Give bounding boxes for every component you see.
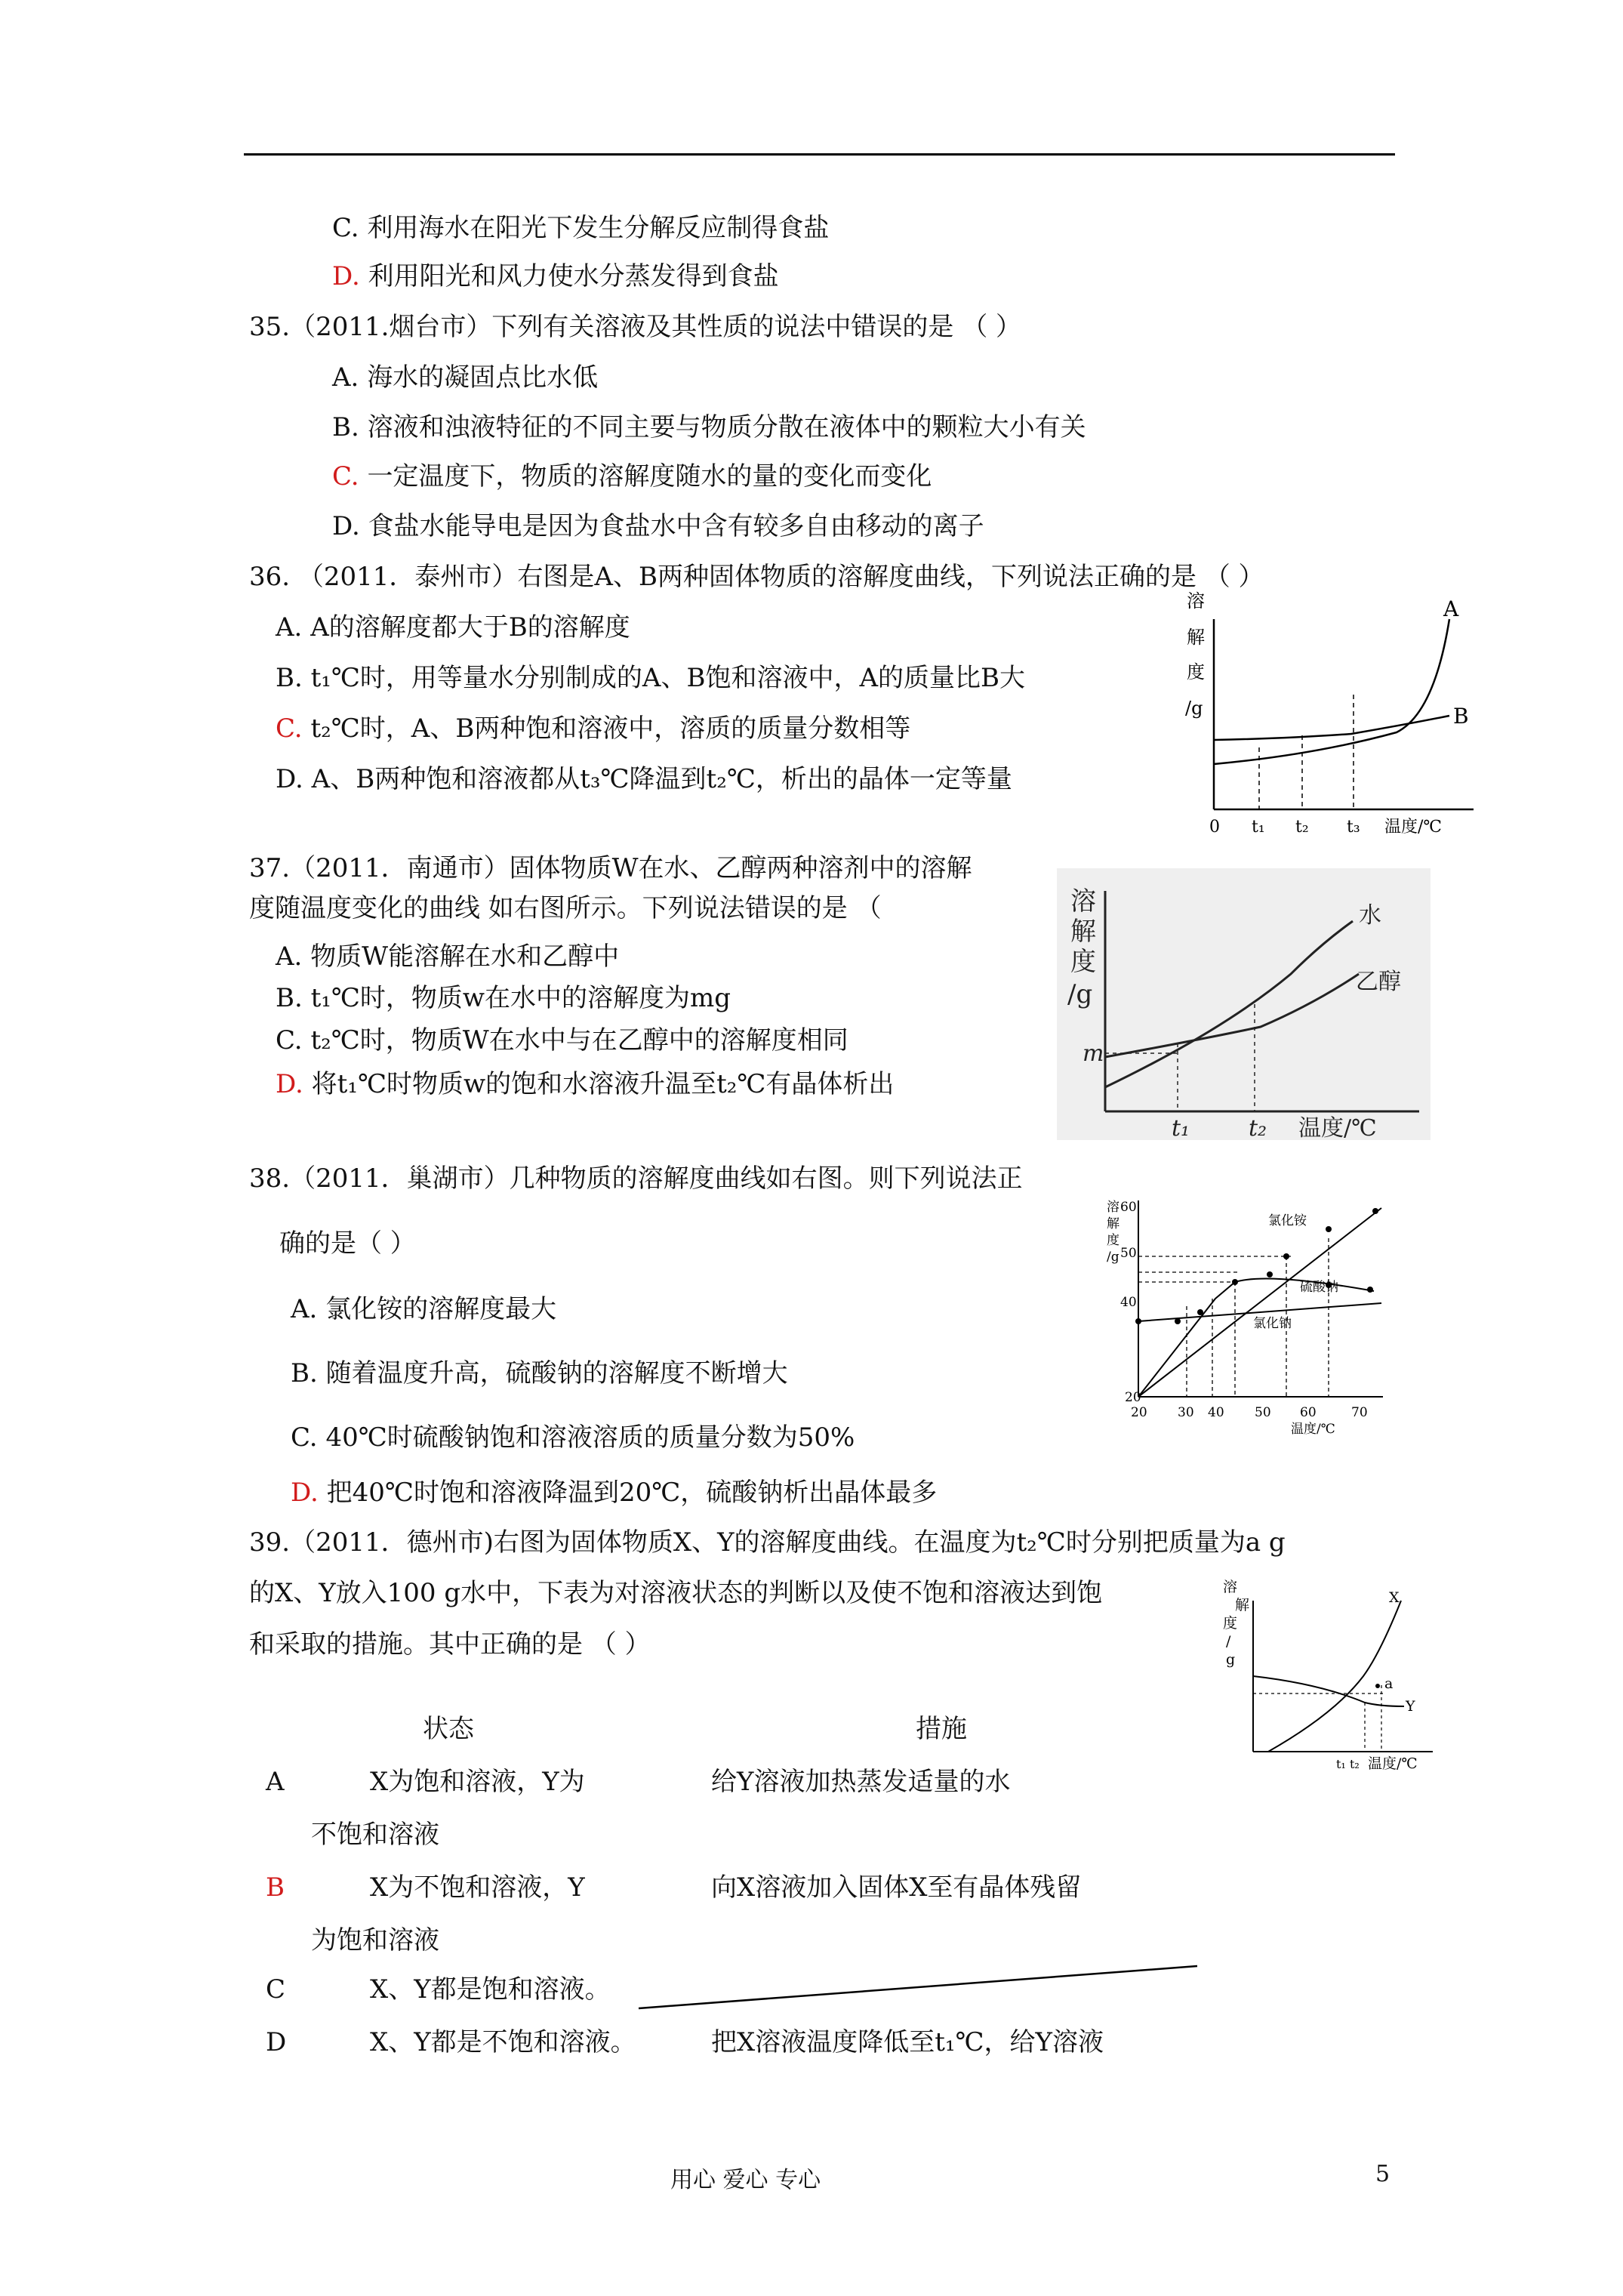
fig36-ylabel-3: 度 <box>1187 661 1205 683</box>
line-text: A的溶解度都大于B的溶解度 <box>310 612 630 643</box>
table-row-state: X、Y都是不饱和溶液。 <box>370 2027 636 2057</box>
option-letter: C. <box>276 1025 303 1056</box>
line-text: t₂℃时，物质W在水中与在乙醇中的溶解度相同 <box>310 1025 848 1056</box>
option-letter: C. <box>291 1422 318 1453</box>
table-row-state: X为饱和溶液，Y为 <box>370 1767 585 1797</box>
fig39-ylabel-3: 度 <box>1223 1615 1238 1632</box>
fig38-ylabel-1: 溶 <box>1107 1200 1119 1215</box>
fig37-tick-t1: t₁ <box>1172 1115 1190 1140</box>
line-text: 海水的凝固点比水低 <box>367 362 599 393</box>
table-row-label: A <box>266 1767 285 1797</box>
option-letter: B. <box>276 663 303 693</box>
fig39-ylabel-5: g <box>1226 1651 1236 1668</box>
fig39-label-a: a <box>1384 1675 1394 1692</box>
option-letter: D. <box>291 1478 319 1508</box>
fig38-xtick-30: 30 <box>1178 1405 1194 1420</box>
option-letter: B. <box>276 983 303 1013</box>
fig38-label-sodium-chloride: 氯化钠 <box>1253 1316 1292 1331</box>
figure-39-solubility-curves <box>1221 1570 1448 1782</box>
line-text: 度随温度变化的曲线 如右图所示。下列说法错误的是 （ <box>249 893 882 923</box>
fig39-ylabel-4: / <box>1226 1633 1231 1650</box>
fig38-label-ammonium-chloride: 氯化铵 <box>1268 1213 1307 1228</box>
fig38-label-sodium-sulfate: 硫酸钠 <box>1300 1280 1338 1295</box>
fig37-ylabel-1: 溶 <box>1070 886 1096 917</box>
option-letter: D. <box>276 1069 303 1099</box>
fig38-ytick-50: 50 <box>1120 1246 1137 1261</box>
line-text: 物质W能溶解在水和乙醇中 <box>310 942 620 972</box>
fig38-ytick-40: 40 <box>1120 1295 1137 1310</box>
line-text: t₁℃时，物质w在水中的溶解度为mg <box>310 983 731 1013</box>
table-row-label: D <box>266 2027 287 2057</box>
fig36-tick-t1: t₁ <box>1252 818 1265 837</box>
page-number: 5 <box>1375 2161 1390 2187</box>
fig36-origin: 0 <box>1209 818 1220 837</box>
fig38-line-ammonium-chloride <box>1138 1208 1381 1397</box>
line-text: 一定温度下，物质的溶解度随水的量的变化而变化 <box>367 461 932 492</box>
fig36-curve-a <box>1214 619 1449 764</box>
fig37-xlabel: 温度/℃ <box>1298 1115 1377 1140</box>
option-letter: C. <box>332 461 359 492</box>
fig37-ylabel-4: /g <box>1067 979 1093 1009</box>
table-row-measure: 把X溶液温度降低至t₁℃，给Y溶液 <box>711 2027 1104 2057</box>
fig37-ylabel-2: 解 <box>1070 917 1096 947</box>
table-row-label: C <box>266 1974 286 2005</box>
figure-36-solubility-curve <box>1178 589 1480 849</box>
table-header-state: 状态 <box>423 1714 474 1744</box>
fig38-ylabel-3: 度 <box>1107 1233 1119 1248</box>
line-text: 随着温度升高，硫酸钠的溶解度不断增大 <box>325 1358 788 1388</box>
fig37-label-m: m <box>1083 1040 1104 1067</box>
line-text: 和采取的措施。其中正确的是 （ ） <box>249 1629 651 1660</box>
fig38-ylabel-4: /g <box>1107 1250 1119 1265</box>
fig38-ytick-20: 20 <box>1125 1390 1141 1405</box>
option-letter: D. <box>332 511 360 541</box>
option-letter: A. <box>291 1294 318 1324</box>
option-letter: C. <box>332 213 359 243</box>
table-row-measure: 给Y溶液加热蒸发适量的水 <box>711 1767 1011 1797</box>
fig39-label-y: Y <box>1406 1698 1415 1715</box>
fig38-curve-sodium-sulfate <box>1138 1279 1374 1397</box>
option-letter: C. <box>276 713 303 744</box>
line-text: 氯化铵的溶解度最大 <box>325 1294 557 1324</box>
fig38-xlabel: 温度/℃ <box>1291 1422 1335 1435</box>
table-row-state: X为不饱和溶液，Y <box>370 1872 585 1903</box>
fig37-ylabel-3: 度 <box>1070 947 1096 977</box>
fig38-xtick-40: 40 <box>1208 1405 1224 1420</box>
fig39-tick-t2: t₂ <box>1350 1757 1360 1771</box>
table-row-state-cont: 不饱和溶液 <box>311 1820 439 1850</box>
option-letter: A. <box>332 362 359 393</box>
line-text: t₂℃时，A、B两种饱和溶液中，溶质的质量分数相等 <box>310 713 911 744</box>
fig38-xtick-60: 60 <box>1300 1405 1317 1420</box>
option-letter: D. <box>332 261 360 291</box>
line-text: 的X、Y放入100 g水中，下表为对溶液状态的判断以及使不饱和溶液达到饱 <box>249 1578 1103 1608</box>
fig36-label-a: A <box>1443 596 1459 621</box>
fig39-ylabel-1: 溶 <box>1223 1579 1238 1595</box>
fig39-xlabel: 温度/℃ <box>1368 1755 1418 1772</box>
line-text: 把40℃时饱和溶液降温到20℃，硫酸钠析出晶体最多 <box>326 1478 938 1508</box>
fig37-tick-t2: t₂ <box>1249 1115 1267 1140</box>
fig38-xtick-70: 70 <box>1351 1405 1368 1420</box>
option-letter: B. <box>332 412 359 442</box>
line-text: 36. （2011．泰州市）右图是A、B两种固体物质的溶解度曲线，下列说法正确的是 （ ） <box>249 562 1264 592</box>
table-row-state: X、Y都是饱和溶液。 <box>370 1974 611 2005</box>
fig38-xtick-20: 20 <box>1131 1405 1147 1420</box>
line-text: 35.（2011.烟台市）下列有关溶液及其性质的说法中错误的是 （ ） <box>249 312 1022 342</box>
fig36-tick-t2: t₂ <box>1295 818 1309 837</box>
line-text: 确的是（ ） <box>279 1228 416 1259</box>
footer-motto: 用心 爱心 专心 <box>670 2167 821 2193</box>
table-row-measure: 向X溶液加入固体X至有晶体残留 <box>711 1872 1082 1903</box>
fig36-label-b: B <box>1453 704 1469 729</box>
line-text: 溶液和浊液特征的不同主要与物质分散在液体中的颗粒大小有关 <box>367 412 1086 442</box>
table-row-state-cont: 为饱和溶液 <box>311 1925 439 1955</box>
fig36-xlabel: 温度/℃ <box>1384 818 1443 837</box>
fig38-ytick-60: 60 <box>1120 1200 1137 1215</box>
line-text: A、B两种饱和溶液都从t₃℃降温到t₂℃，析出的晶体一定等量 <box>311 764 1012 794</box>
fig37-label-water: 水 <box>1359 902 1381 929</box>
fig39-ylabel-2: 解 <box>1235 1597 1250 1613</box>
fig38-xtick-50: 50 <box>1255 1405 1271 1420</box>
fig36-ylabel-1: 溶 <box>1187 590 1205 612</box>
fig39-tick-t1: t₁ <box>1336 1757 1346 1771</box>
option-letter: A. <box>276 612 303 643</box>
fig37-label-ethanol: 乙醇 <box>1356 969 1401 995</box>
line-text: 利用海水在阳光下发生分解反应制得食盐 <box>367 213 830 243</box>
option-letter: A. <box>276 942 303 972</box>
option-letter: B. <box>291 1358 318 1388</box>
fig38-ylabel-2: 解 <box>1107 1216 1119 1231</box>
line-text: t₁℃时，用等量水分别制成的A、B饱和溶液中，A的质量比B大 <box>310 663 1026 693</box>
line-text: 食盐水能导电是因为食盐水中含有较多自由移动的离子 <box>368 511 984 541</box>
fig36-ylabel-2: 解 <box>1187 627 1205 648</box>
fig36-tick-t3: t₃ <box>1347 818 1360 837</box>
figure-38-solubility-curves <box>1102 1193 1389 1435</box>
line-text: 39.（2011．德州市)右图为固体物质X、Y的溶解度曲线。在温度为t₂℃时分别把质量为a g <box>249 1527 1286 1558</box>
line-text: 将t₁℃时物质w的饱和水溶液升温至t₂℃有晶体析出 <box>311 1069 895 1099</box>
fig36-ylabel-4: /g <box>1185 698 1203 719</box>
line-text: 37.（2011．南通市）固体物质W在水、乙醇两种溶剂中的溶解 <box>249 853 972 883</box>
line-text: 40℃时硫酸钠饱和溶液溶质的质量分数为50% <box>325 1422 855 1453</box>
fig39-label-x: X <box>1389 1589 1400 1606</box>
figure-37-solubility-curve <box>1057 868 1431 1140</box>
line-text: 38.（2011．巢湖市）几种物质的溶解度曲线如右图。则下列说法正 <box>249 1163 1023 1194</box>
table-header-measure: 措施 <box>916 1714 967 1744</box>
option-letter: D. <box>276 764 303 794</box>
line-text: 利用阳光和风力使水分蒸发得到食盐 <box>368 261 779 291</box>
table-row-label: B <box>266 1872 285 1903</box>
